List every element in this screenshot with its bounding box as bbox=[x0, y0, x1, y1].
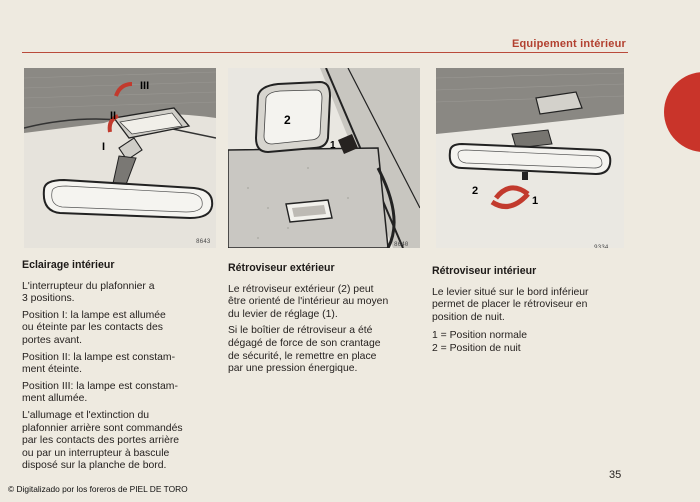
callout-1: 1 bbox=[532, 195, 539, 207]
paragraph: Le levier situé sur le bord inférieur permet de placer le rétroviseur en position de nuit. bbox=[432, 286, 589, 323]
paragraph: Position II: la lampe est constam- ment éteinte. bbox=[22, 351, 176, 376]
red-thumb-tab bbox=[664, 72, 700, 152]
callout-1: 1 bbox=[330, 140, 336, 151]
figure-number: 8643 bbox=[196, 238, 211, 245]
figure-interior-mirror bbox=[436, 68, 624, 248]
column-interior-light bbox=[22, 259, 218, 477]
paragraph: L'interrupteur du plafonnier a 3 positions. bbox=[22, 280, 155, 305]
callout-II: II bbox=[110, 110, 117, 122]
paragraph: Le rétroviseur extérieur (2) peut être orienté de l'intérieur au moyen du levier de réglage (1). bbox=[228, 283, 389, 320]
callout-2: 2 bbox=[472, 185, 479, 197]
header-rule bbox=[22, 52, 628, 53]
column-interior-mirror bbox=[432, 265, 632, 360]
figure-exterior-mirror bbox=[228, 68, 420, 248]
page-number: 35 bbox=[609, 469, 622, 481]
figure-number: 8640 bbox=[394, 241, 409, 248]
scan-credit: © Digitalizado por los foreros de PIEL DE TORO bbox=[8, 484, 188, 494]
callout-2: 2 bbox=[284, 113, 291, 127]
paragraph: Position I: la lampe est allumée ou éteinte par les contacts des portes avant. bbox=[22, 309, 166, 346]
paragraph: Position III: la lampe est constam- ment allumée. bbox=[22, 380, 178, 405]
paragraph: Si le boîtier de rétroviseur a été dégagé de force de son crantage de sécurité, le remettre en place par une pression énergique. bbox=[228, 325, 381, 375]
figure-interior-light bbox=[24, 68, 216, 248]
callout-I: I bbox=[102, 141, 106, 153]
callout-III: III bbox=[140, 80, 150, 92]
paragraph: L'allumage et l'extinction du plafonnier arrière sont commandés par les contacts des portes arrière ou par un interrupteur à bascule disposé sur la planche de bord. bbox=[22, 409, 183, 472]
section-title: Equipement intérieur bbox=[511, 38, 626, 50]
heading-interior-light: Eclairage intérieur bbox=[22, 259, 115, 271]
paragraph: 1 = Position normale 2 = Position de nuit bbox=[432, 330, 528, 354]
column-exterior-mirror bbox=[228, 262, 424, 380]
heading-interior-mirror: Rétroviseur intérieur bbox=[432, 265, 537, 277]
figure-number: 9334 bbox=[594, 244, 609, 248]
heading-exterior-mirror: Rétroviseur extérieur bbox=[228, 262, 335, 274]
